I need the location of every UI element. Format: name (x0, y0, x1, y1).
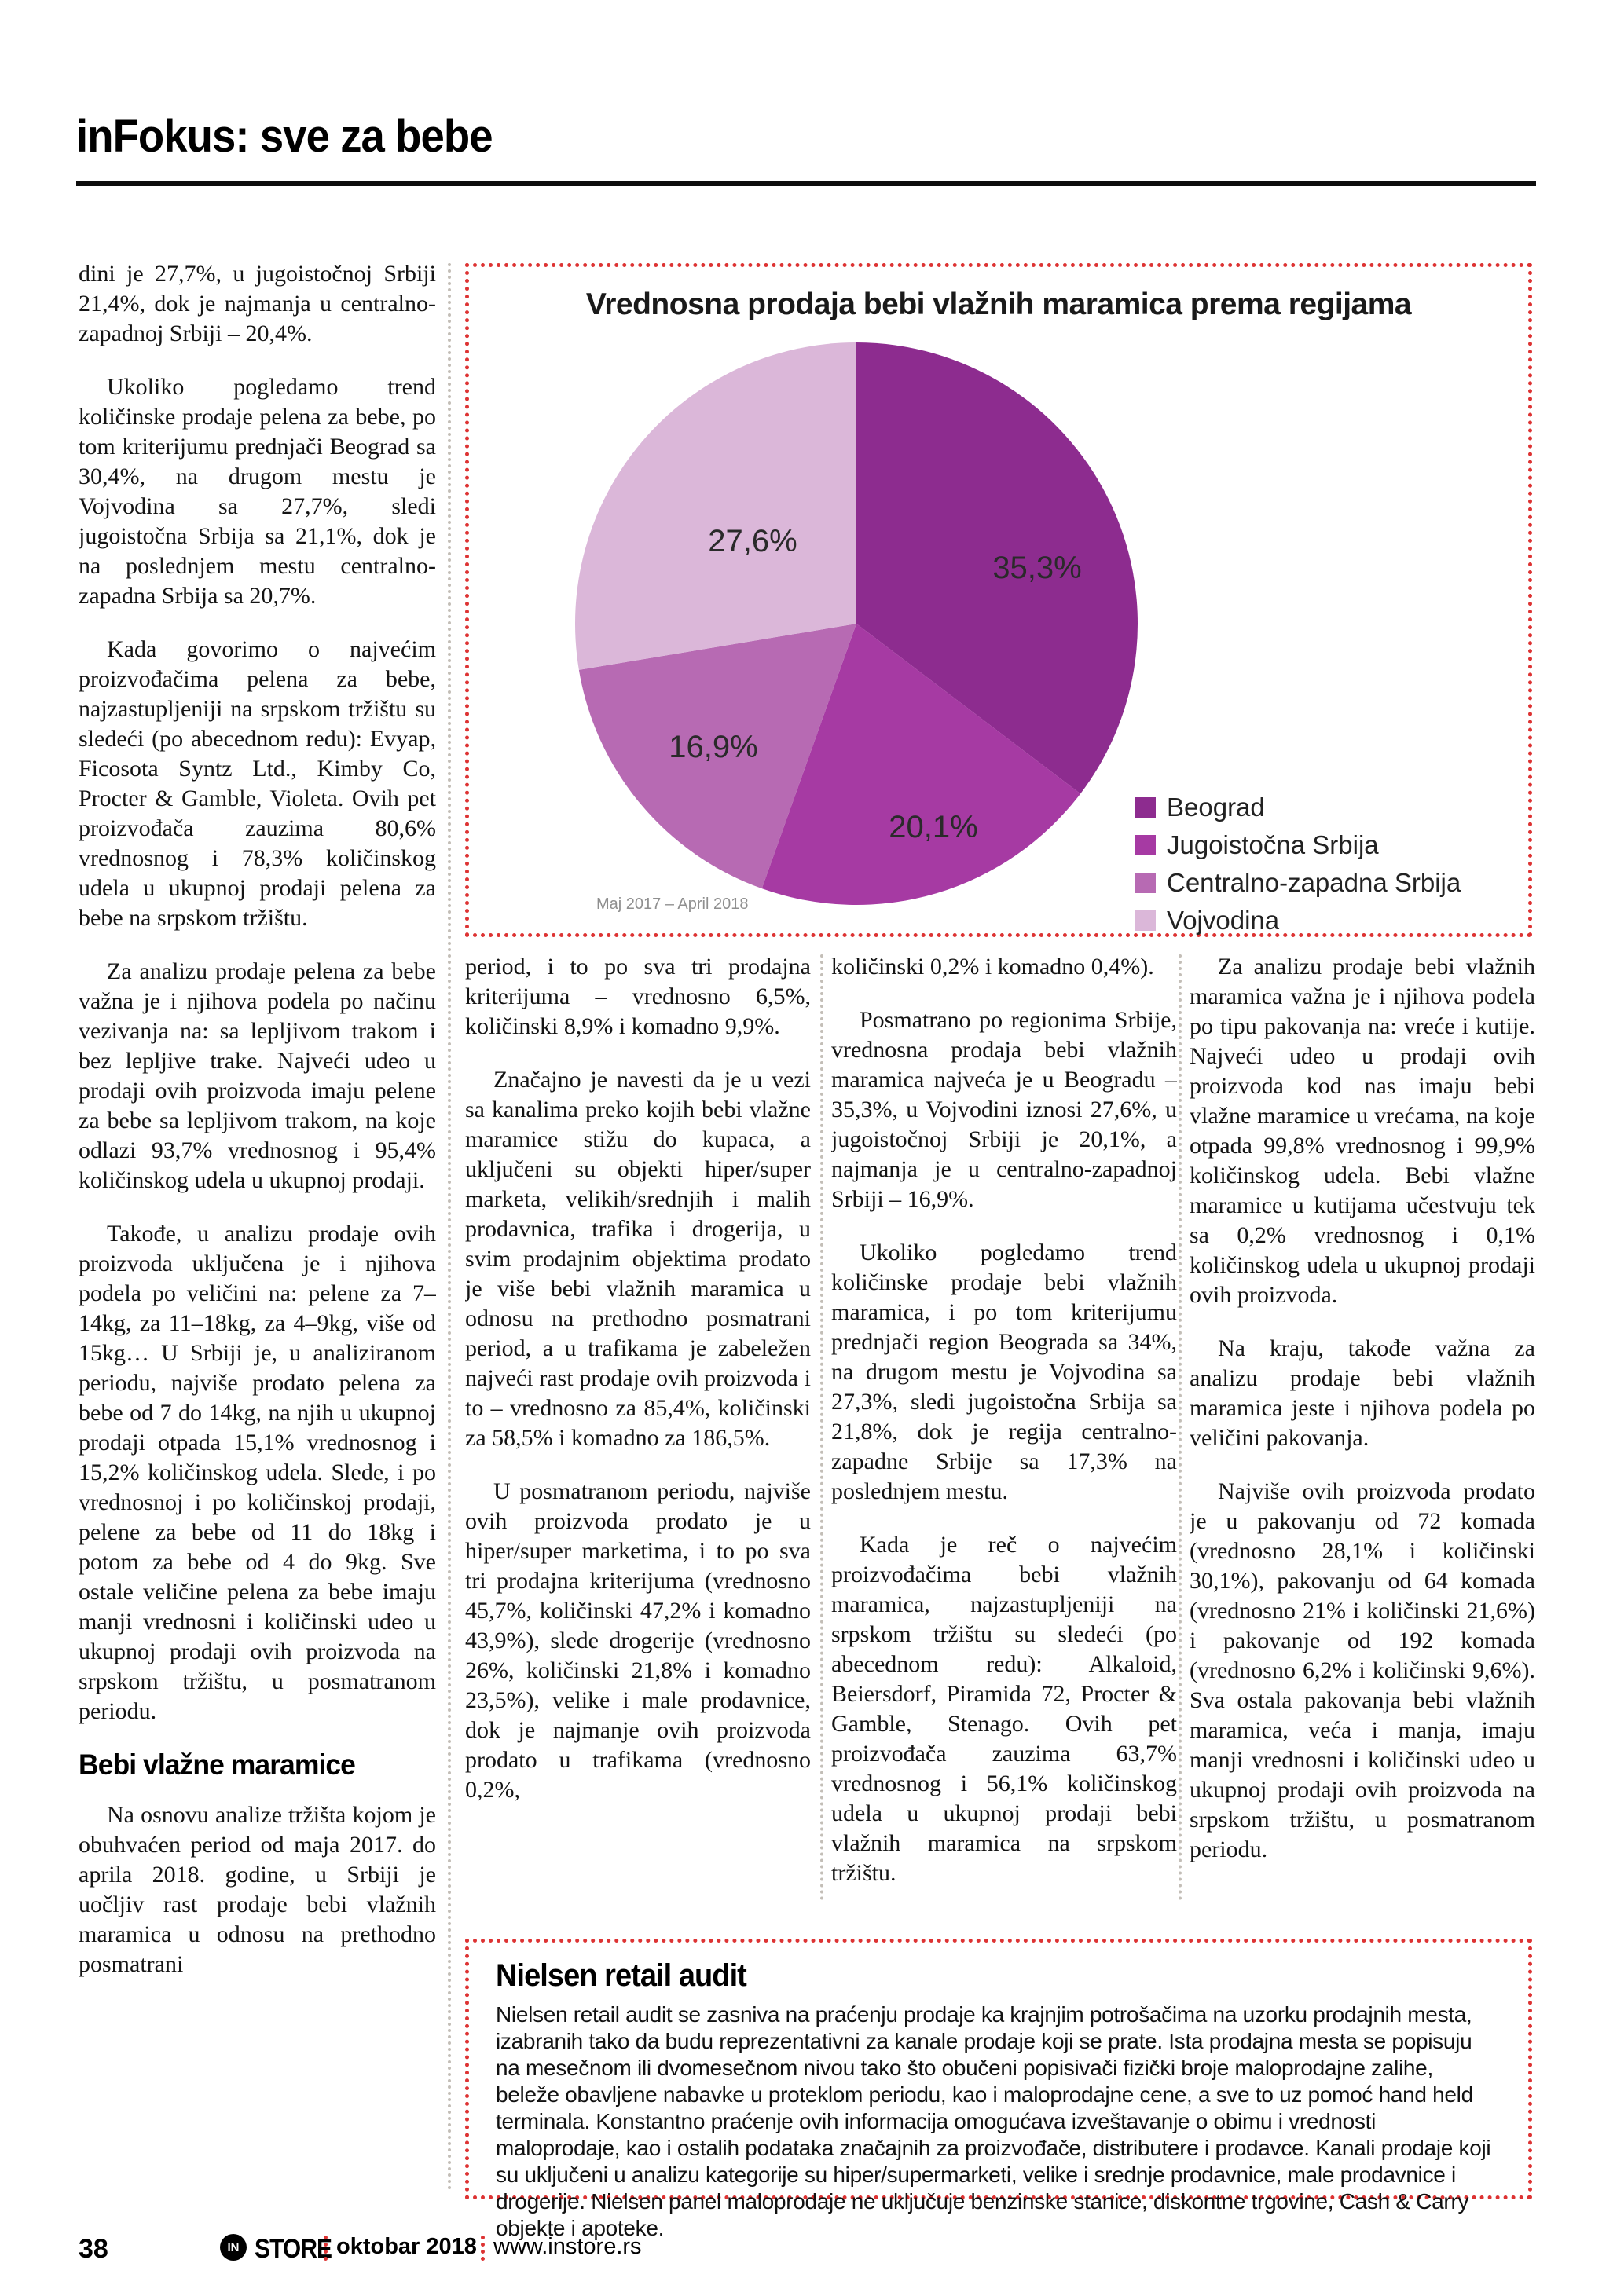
chart-legend (1135, 789, 1461, 939)
legend-swatch-icon (1135, 910, 1156, 931)
nielsen-audit-box (465, 1939, 1532, 2240)
page-footer (79, 2229, 1536, 2276)
legend-item (1135, 789, 1461, 826)
paragraph: Značajno je navesti da je u vezi sa kanalima preko kojih bebi vlažne maramice stižu do kupaca, a uključeni su objekti hiper/super marketa, velikih/srednjih i malih prodavnica, trafika i drogerija, u svim prodajnim objektima prodato je više bebi vlažnih maramica u odnosu na prethodno posmatrani period, a u trafikama je zabeležen najveći rast prodaje ovih proizvoda i to – vrednosno za 85,4%, količinski za 58,5% i komadno za 186,5%. (465, 1067, 811, 1451)
footer-separator (324, 2236, 328, 2261)
paragraph: Za analizu prodaje bebi vlažnih maramica važna je i njihova podela po tipu pakovanja na: vreće i kutije. Najveći udeo u prodaji ovih proizvoda kod nas imaju bebi vlažne maramice u vrećama, na koje otpada 99,8% vrednosnog i 99,9% količinskog udela. Bebi vlažne maramice u kutijama učestvuju tek sa 0,2% vrednosnog i 0,1% količinskog udela u ukupnoj prodaji ovih proizvoda. (1190, 954, 1535, 1308)
paragraph: količinski 0,2% i komadno 0,4%). (831, 954, 1154, 980)
page-title: inFokus: sve za bebe (76, 111, 493, 162)
legend-item (1135, 902, 1461, 939)
legend-label: Centralno-zapadna Srbija (1167, 868, 1461, 897)
legend-label: Jugoistočna Srbija (1167, 830, 1379, 859)
footer-website: www.instore.rs (493, 2234, 642, 2259)
column-divider (1179, 954, 1182, 1901)
legend-item (1135, 864, 1461, 902)
text-column-3 (831, 952, 1177, 1922)
paragraph: Ukoliko pogledamo trend količinske prodaje bebi vlažnih maramica, i po tom kriterijumu prednjači region Beograda sa 34%, na drugom mestu je Vojvodina sa 27,3%, sledi jugoistočna Srbija sa 21,8%, dok je regija centralno-zapadne Srbije sa 17,3% na poslednjem mestu. (831, 1240, 1177, 1504)
pie-slice-3 (575, 342, 856, 670)
paragraph: period, i to po sva tri prodajna kriterijuma – vrednosno 6,5%, količinski 8,9% i komadno 9,9%. (465, 954, 811, 1039)
footer-issue-date: oktobar 2018 (336, 2234, 477, 2259)
instore-logo-icon: IN (220, 2234, 247, 2261)
paragraph: Kada govorimo o najvećim proizvođačima pelena za bebe, najzastupljeniji na srpskom tržištu su sledeći (po abecednom redu): Evyap, Ficosota Syntz Ltd., Kimby Co, Procter & Gamble, Violeta. Ovih pet proizvođača zauzima 80,6% vrednosnog i 78,3% količinskog udela u ukupnoj prodaji pelena za bebe na srpskom tržištu. (79, 636, 436, 931)
text-column-1 (79, 259, 436, 2193)
column-subheading: Bebi vlažne maramice (79, 1749, 355, 1781)
column-divider (820, 954, 823, 1901)
store-logo-text: STORE (255, 2234, 332, 2264)
pie-slice-label: 20,1% (889, 810, 978, 844)
legend-item (1135, 826, 1461, 864)
column-divider (448, 263, 451, 2192)
nielsen-box-body: Nielsen retail audit se zasniva na praćenju prodaje ka krajnjim potrošačima na uzorku prodajnih mesta, izabranih tako da budu reprezentativni za kanale prodaje koji se prate. Ista prodajna mesta se popisuju na mesečnom ili dvomesečnom nivou tako što obučeni popisivači fizički broje maloprodajne zalihe, beleže obavljene nabavke u proteklom periodu, kao i maloprodajne cene, a sve to uz pomoć hand held terminala. Konstantno praćenje ovih informacija omogućava izveštavanje o obimu i vrednosti maloprodaje, kao i ostalih podataka značajnih za proizvođače, distributere i prodavce. Kanali prodaje koji su uključeni u analizu kategorije su hiper/supermarketi, velike i srednje prodavnice, male prodavnice i drogerije. Nielsen panel maloprodaje ne uključuje benzinske stanice, diskontne trgovine, Cash & Carry objekte i apoteke. (496, 2002, 1491, 2240)
pie-chart (566, 333, 1147, 914)
legend-label: Beograd (1167, 793, 1265, 822)
paragraph: Najviše ovih proizvoda prodato je u pakovanju od 72 komada (vrednosno 28,1% i količinski 30,1%), pakovanju od 64 komada (vrednosno 21% i količinski 21,6%) i pakovanje od 192 komada (vrednosno 6,2% i količinski 9,6%). Sva ostala pakovanja bebi vlažnih maramica, veća i manja, imaju manji vrednosni i količinski udeo u ukupnoj prodaji ovih proizvoda na srpskom tržištu, u posmatranom periodu. (1190, 1478, 1535, 1862)
text-column-4 (1190, 952, 1535, 1922)
pie-chart-wrap (566, 333, 1147, 914)
legend-swatch-icon (1135, 835, 1156, 855)
paragraph: Na kraju, takođe važna za analizu prodaje bebi vlažnih maramica jeste i njihova podela po veličini pakovanja. (1190, 1335, 1535, 1451)
chart-panel (465, 263, 1532, 937)
chart-title: Vrednosna prodaja bebi vlažnih maramica prema regijama (585, 287, 1412, 321)
header-rule (76, 181, 1536, 186)
pie-slice-label: 16,9% (669, 730, 758, 764)
paragraph: Takođe, u analizu prodaje ovih proizvoda uključena je i njihova podela po veličini na: pelene za 7–14kg, za 11–18kg, za 4–9kg, više od 15kg… U Srbiji je, u analiziranom periodu, najviše prodato pelena za bebe od 7 do 14kg, na njih u ukupnoj prodaji otpada 15,1% vrednosnog i 15,2% količinskog udela. Slede, i po vrednosnoj i po količinskoj prodaji, pelene za bebe od 11 do 18kg i potom za bebe od 4 do 9kg. Sve ostale veličine pelena za bebe imaju manji vrednosni i količinski udeo u ukupnoj prodaji ovih proizvoda na srpskom tržištu, u posmatranom periodu. (79, 1221, 436, 1724)
page-number: 38 (79, 2234, 108, 2264)
paragraph: Za analizu prodaje pelena za bebe važna je i njihova podela po načinu vezivanja na: sa lepljivom trakom i bez lepljive trake. Najveći udeo u prodaji ovih proizvoda imaju pelene za bebe sa lepljivom trakom, na koje odlazi 93,7% vrednosnog i 95,4% količinskog udela u ukupnoj prodaji. (79, 958, 436, 1193)
pie-slice-label: 27,6% (708, 524, 797, 558)
paragraph: Posmatrano po regionima Srbije, vrednosna prodaja bebi vlažnih maramica najveća je u Beogradu – 35,3%, u Vojvodini iznosi 27,6%, u jugoistočnoj Srbiji je 20,1%, a najmanja je u centralno-zapadnoj Srbiji – 16,9%. (831, 1007, 1177, 1212)
nielsen-box-heading: Nielsen retail audit (496, 1958, 746, 1993)
paragraph: U posmatranom periodu, najviše ovih proizvoda prodato je u hiper/super marketima, i to po sva tri prodajna kriterijuma (vrednosno 45,7%, količinski 47,2% i komadno 43,9%), slede drogerije (vrednosno 26%, količinski 21,8% i komadno 23,5%), velike i male prodavnice, dok je najmanje ovih proizvoda prodato u trafikama (vrednosno 0,2%, (465, 1478, 811, 1803)
legend-label: Vojvodina (1167, 906, 1280, 935)
paragraph: Kada je reč o najvećim proizvođačima bebi vlažnih maramica, najzastupljeniji na srpskom tržištu su sledeći (po abecednom redu): Alkaloid, Beiersdorf, Piramida 72, Procter & Gamble, Stenago. Ovih pet proizvođača zauzima 63,7% vrednosnog i 56,1% količinskog udela u ukupnoj prodaji bebi vlažnih maramica na srpskom tržištu. (831, 1532, 1177, 1886)
paragraph: dini je 27,7%, u jugoistočnoj Srbiji 21,4%, dok je najmanja u centralno-zapadnoj Srbiji – 20,4%. (79, 261, 436, 346)
footer-separator (481, 2236, 485, 2261)
chart-period-note: Maj 2017 – April 2018 (596, 895, 749, 913)
legend-swatch-icon (1135, 797, 1156, 818)
text-column-2 (465, 952, 811, 1922)
legend-swatch-icon (1135, 873, 1156, 893)
paragraph: Ukoliko pogledamo trend količinske prodaje pelena za bebe, po tom kriterijumu prednjači Beograd sa 30,4%, na drugom mestu je Vojvodina sa 27,7%, sledi jugoistočna Srbija sa 21,1%, dok je na poslednjem mestu centralno-zapadna Srbija sa 20,7%. (79, 374, 436, 609)
pie-slice-label: 35,3% (992, 551, 1082, 585)
paragraph: Na osnovu analize tržišta kojom je obuhvaćen period od maja 2017. do aprila 2018. godine, u Srbiji je uočljiv rast prodaje bebi vlažnih maramica u odnosu na prethodno posmatrani (79, 1802, 436, 1977)
